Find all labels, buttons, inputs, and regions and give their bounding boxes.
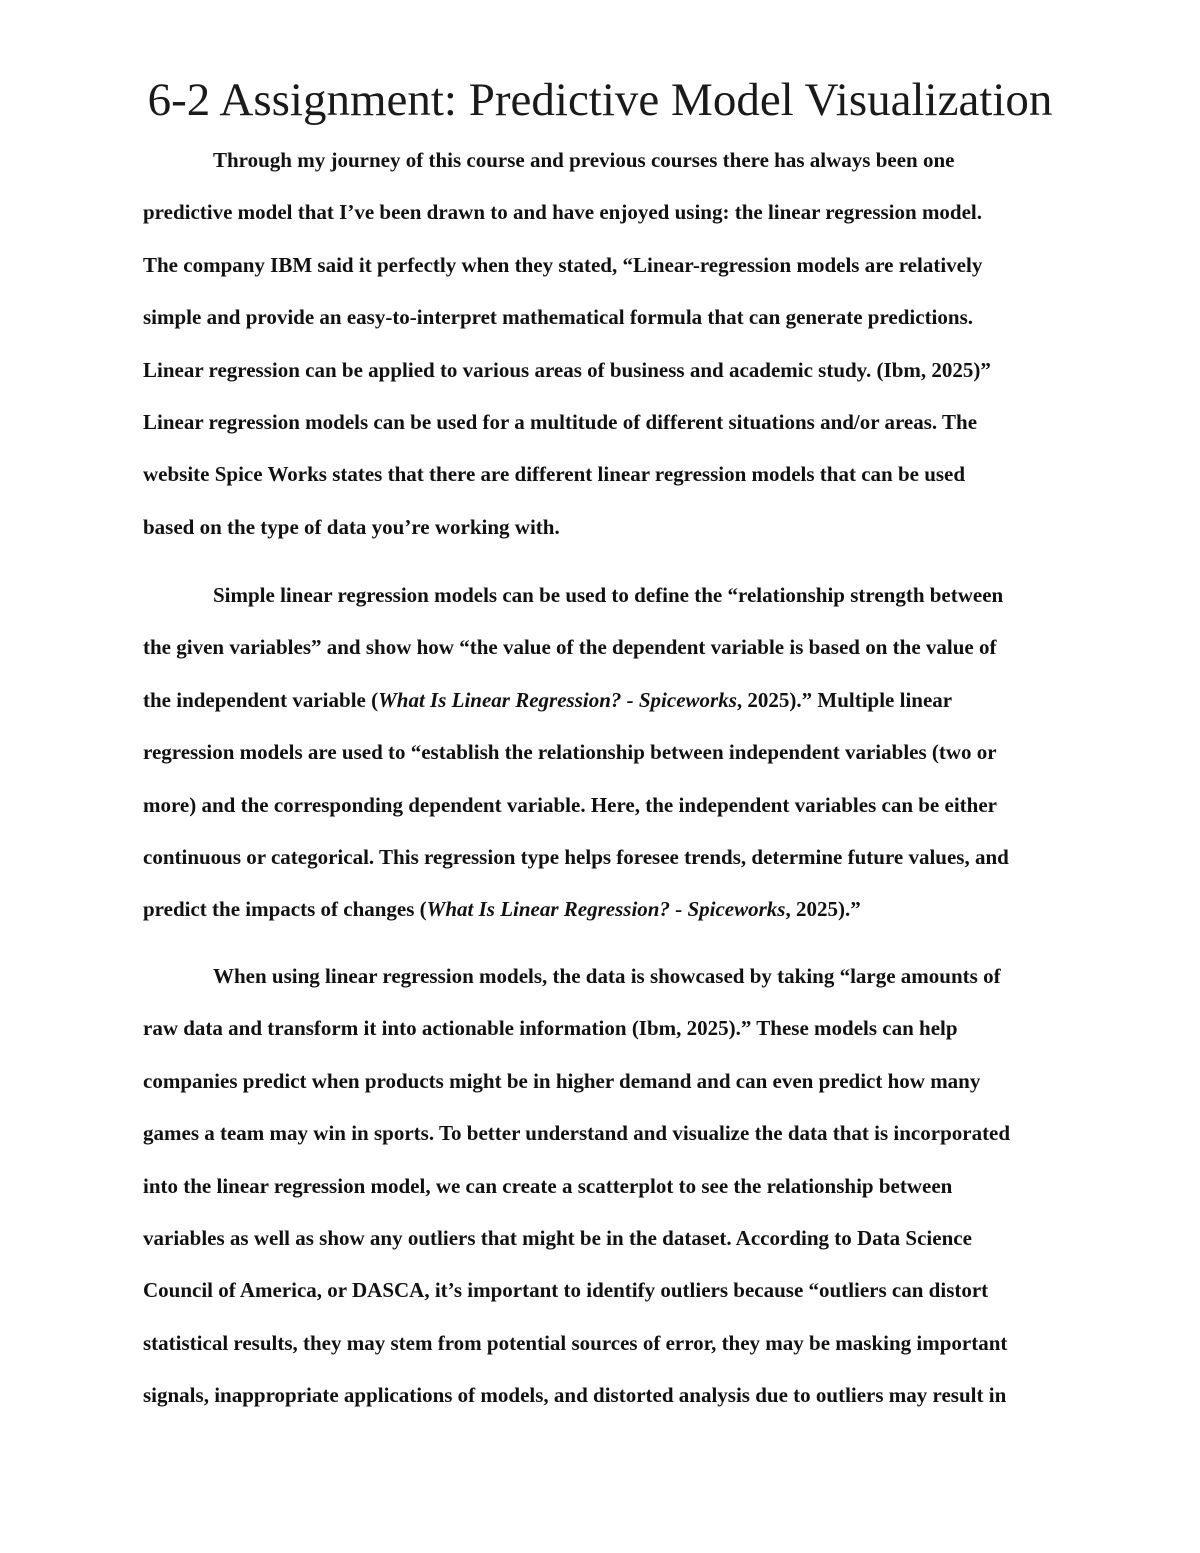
text-line: regression models are used to “establish the relationship between independent variables (two or [143,740,997,765]
citation-title: What Is Linear Regression? - Spiceworks [378,687,737,712]
text-line: Through my journey of this course and previous courses there has always been one [213,148,955,172]
paragraph-2 [143,569,1061,936]
text-line: variables as well as show any outliers that might be in the dataset. According to Data Science [143,1225,972,1250]
text-line: based on the type of data you’re working with. [143,514,560,539]
paragraph-1 [143,134,1061,553]
text-line: companies predict when products might be in higher demand and can even predict how many [143,1068,981,1093]
text-line: games a team may win in sports. To better understand and visualize the data that is incorporated [143,1121,1011,1146]
text-line: The company IBM said it perfectly when they stated, “Linear-regression models are relatively [143,252,983,277]
text-line: website Spice Works states that there are different linear regression models that can be used [143,462,966,487]
page-title: 6-2 Assignment: Predictive Model Visualization [147,74,1053,126]
text-line: continuous or categorical. This regression type helps foresee trends, determine future values, and [143,844,1009,869]
text-line: simple and provide an easy-to-interpret mathematical formula that can generate predictions. [143,305,973,330]
paragraph-3 [143,950,1061,1422]
text-line: predict the impacts of changes (What Is Linear Regression? - Spiceworks, 2025).” [143,897,861,922]
text-line: the given variables” and show how “the value of the dependent variable is based on the value of [143,635,997,660]
text-line: raw data and transform it into actionable information (Ibm, 2025).” These models can help [143,1016,958,1041]
text-line: Simple linear regression models can be used to define the “relationship strength between [213,583,1004,607]
citation-title: What Is Linear Regression? - Spiceworks [426,897,786,922]
text-line: more) and the corresponding dependent variable. Here, the independent variables can be either [143,792,997,817]
text-line: Linear regression models can be used for a multitude of different situations and/or areas. The [143,409,978,434]
text-line: Linear regression can be applied to various areas of business and academic study. (Ibm, 2025)” [143,357,991,382]
text-line: signals, inappropriate applications of models, and distorted analysis due to outliers may result in [143,1383,1007,1408]
text-line: the independent variable (What Is Linear Regression? - Spiceworks, 2025).” Multiple linear [143,687,953,712]
text-line: When using linear regression models, the data is showcased by taking “large amounts of [213,964,1001,988]
text-line: Council of America, or DASCA, it’s important to identify outliers because “outliers can distort [143,1278,989,1303]
text-line: statistical results, they may stem from potential sources of error, they may be masking important [143,1330,1008,1355]
text-line: predictive model that I’ve been drawn to and have enjoyed using: the linear regression model. [143,200,983,225]
text-line: into the linear regression model, we can create a scatterplot to see the relationship between [143,1173,953,1198]
